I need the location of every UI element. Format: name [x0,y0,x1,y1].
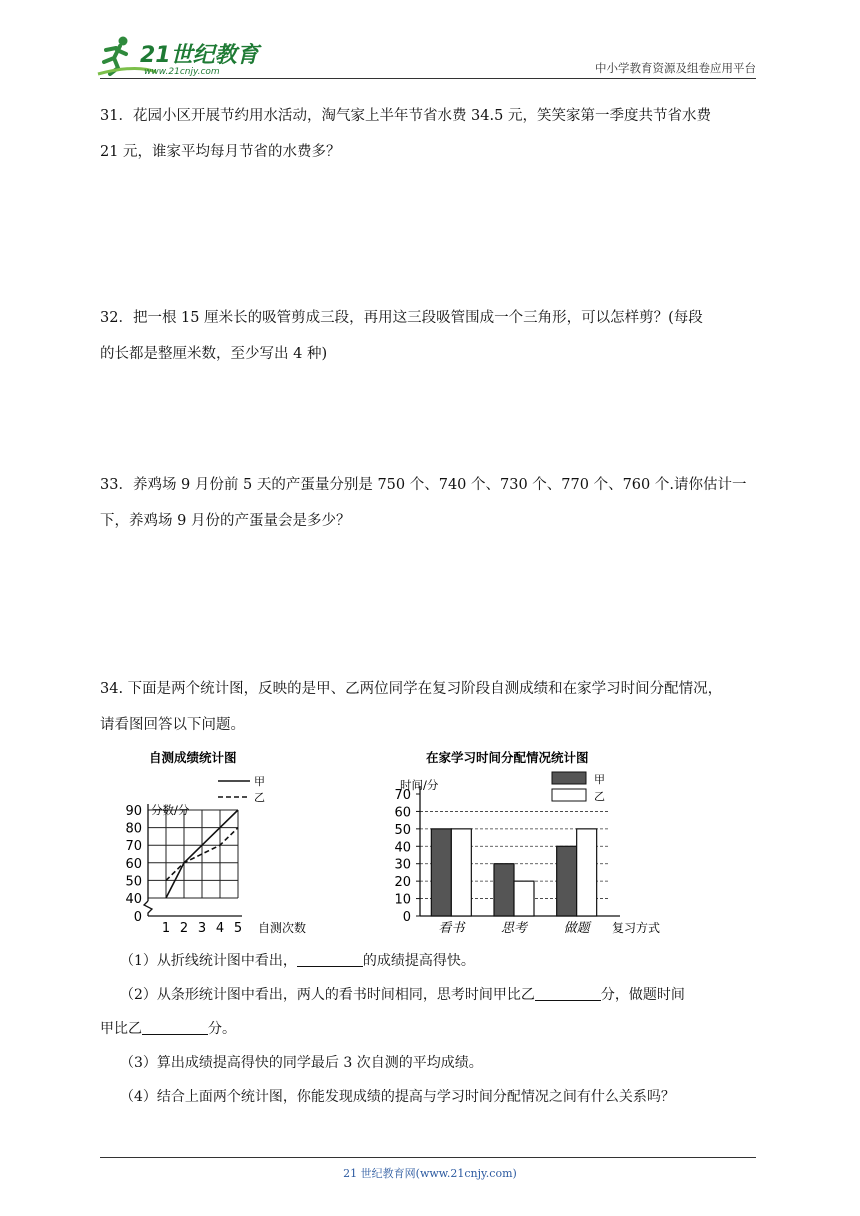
y-tick-label: 60 [125,856,142,872]
question-line: 下，养鸡场 9 月份的产蛋量会是多少？ [100,513,351,529]
sub-question-text: 的成绩提高得快。 [362,953,475,969]
question-34 [100,671,760,743]
x-tick-label: 2 [179,921,189,936]
line-chart-x-ticks [162,921,242,936]
question-31 [100,98,760,170]
y-tick-label: 20 [394,875,411,891]
sub-question-text: （2）从条形统计图中看出，两人的看书时间相同，思考时间甲比乙 [120,987,535,1003]
platform-label: 中小学教育资源及组卷应用平台 [595,61,756,75]
line-chart-title: 自测成绩统计图 [149,750,237,765]
bar-jia [431,829,451,916]
legend-swatch-jia [552,772,586,784]
line-legend [218,775,265,804]
y-tick-label: 60 [394,805,411,821]
sub-question-text: （1）从折线统计图中看出， [120,953,297,969]
line-chart-y-ticks [125,804,142,925]
sub-question-1 [120,944,760,978]
x-tick-label: 做题 [563,921,590,936]
y-tick-label: 50 [125,874,142,890]
question-line: 请看图回答以下问题。 [100,717,245,733]
y-tick-label: 70 [125,839,142,855]
question-line: 32．把一根 15 厘米长的吸管剪成三段，再用这三段吸管围成一个三角形，可以怎样剪？(每段 [100,310,703,326]
sub-question-2-cont [100,1012,740,1046]
sub-question-text: 甲比乙 [100,1021,142,1037]
x-tick-label: 4 [215,921,225,936]
answer-blank[interactable] [535,984,601,1001]
x-tick-label: 看书 [438,921,465,936]
answer-blank[interactable] [297,950,363,967]
sub-question-2 [120,978,760,1012]
x-tick-label: 思考 [500,921,528,936]
line-chart-ylabel: 分数/分 [151,803,190,817]
legend-label-jia: 甲 [254,775,265,788]
question-line: 31．花园小区开展节约用水活动，淘气家上半年节省水费 34.5 元，笑笑家第一季度共节省水费 [100,108,711,124]
y-tick-label: 30 [394,857,411,873]
bar-chart-title: 在家学习时间分配情况统计图 [426,750,589,765]
y-tick-label: 0 [133,910,142,925]
bar-chart-xlabel: 复习方式 [612,921,661,935]
legend-label-jia: 甲 [594,773,605,786]
y-tick-label: 0 [402,910,411,925]
y-tick-label: 80 [125,821,142,837]
bar-chart-ylabel: 时间/分 [400,778,439,792]
y-tick-label: 50 [394,822,411,838]
question-32 [100,300,760,372]
logo [96,34,266,78]
bar-jia [557,846,577,916]
x-tick-label: 1 [161,921,171,936]
x-tick-label: 3 [197,921,207,936]
bar-yi [577,829,597,916]
axis-break-icon [144,901,152,916]
logo-text: 21世纪教育 [140,43,259,68]
answer-blank[interactable] [142,1018,208,1035]
bar-yi [514,881,534,916]
y-tick-label: 40 [125,892,142,907]
bar-yi [451,829,471,916]
y-tick-label: 70 [394,788,411,803]
logo-url: www.21cnjy.com [144,67,220,77]
sub-question-4: （4）结合上面两个统计图，你能发现成绩的提高与学习时间分配情况之间有什么关系吗？ [120,1089,675,1105]
header-divider [100,78,756,79]
legend-label-yi: 乙 [254,791,265,804]
question-line: 21 元，谁家平均每月节省的水费多？ [100,144,341,160]
footer-divider [100,1157,756,1158]
x-tick-label: 5 [233,921,243,936]
line-chart [118,740,318,940]
legend-label-yi: 乙 [594,790,605,803]
bar-chart [380,740,690,940]
bar-chart-bars [431,829,596,916]
footer-text: 21 世纪教育网(www.21cnjy.com) [343,1167,517,1180]
sub-question-3: （3）算出成绩提高得快的同学最后 3 次自测的平均成绩。 [120,1055,483,1071]
y-tick-label: 10 [394,892,411,908]
bar-chart-y-ticks [394,788,420,925]
question-line: 34. 下面是两个统计图，反映的是甲、乙两位同学在复习阶段自测成绩和在家学习时间分配情况， [100,681,723,697]
question-line: 33．养鸡场 9 月份前 5 天的产蛋量分别是 750 个、740 个、730 个、770 个、760 个.请你估计一 [100,477,747,493]
sub-question-text: 分。 [208,1021,236,1037]
bar-chart-x-ticks [438,921,592,936]
legend-swatch-yi [552,789,586,801]
sub-question-text: 分，做题时间 [600,987,685,1003]
line-chart-xlabel: 自测次数 [258,921,307,935]
y-tick-label: 90 [125,804,142,819]
bar-legend [552,772,605,803]
y-tick-label: 40 [394,840,411,856]
question-33 [100,467,760,539]
bar-jia [494,864,514,916]
question-line: 的长都是整厘米数，至少写出 4 种) [100,346,328,362]
